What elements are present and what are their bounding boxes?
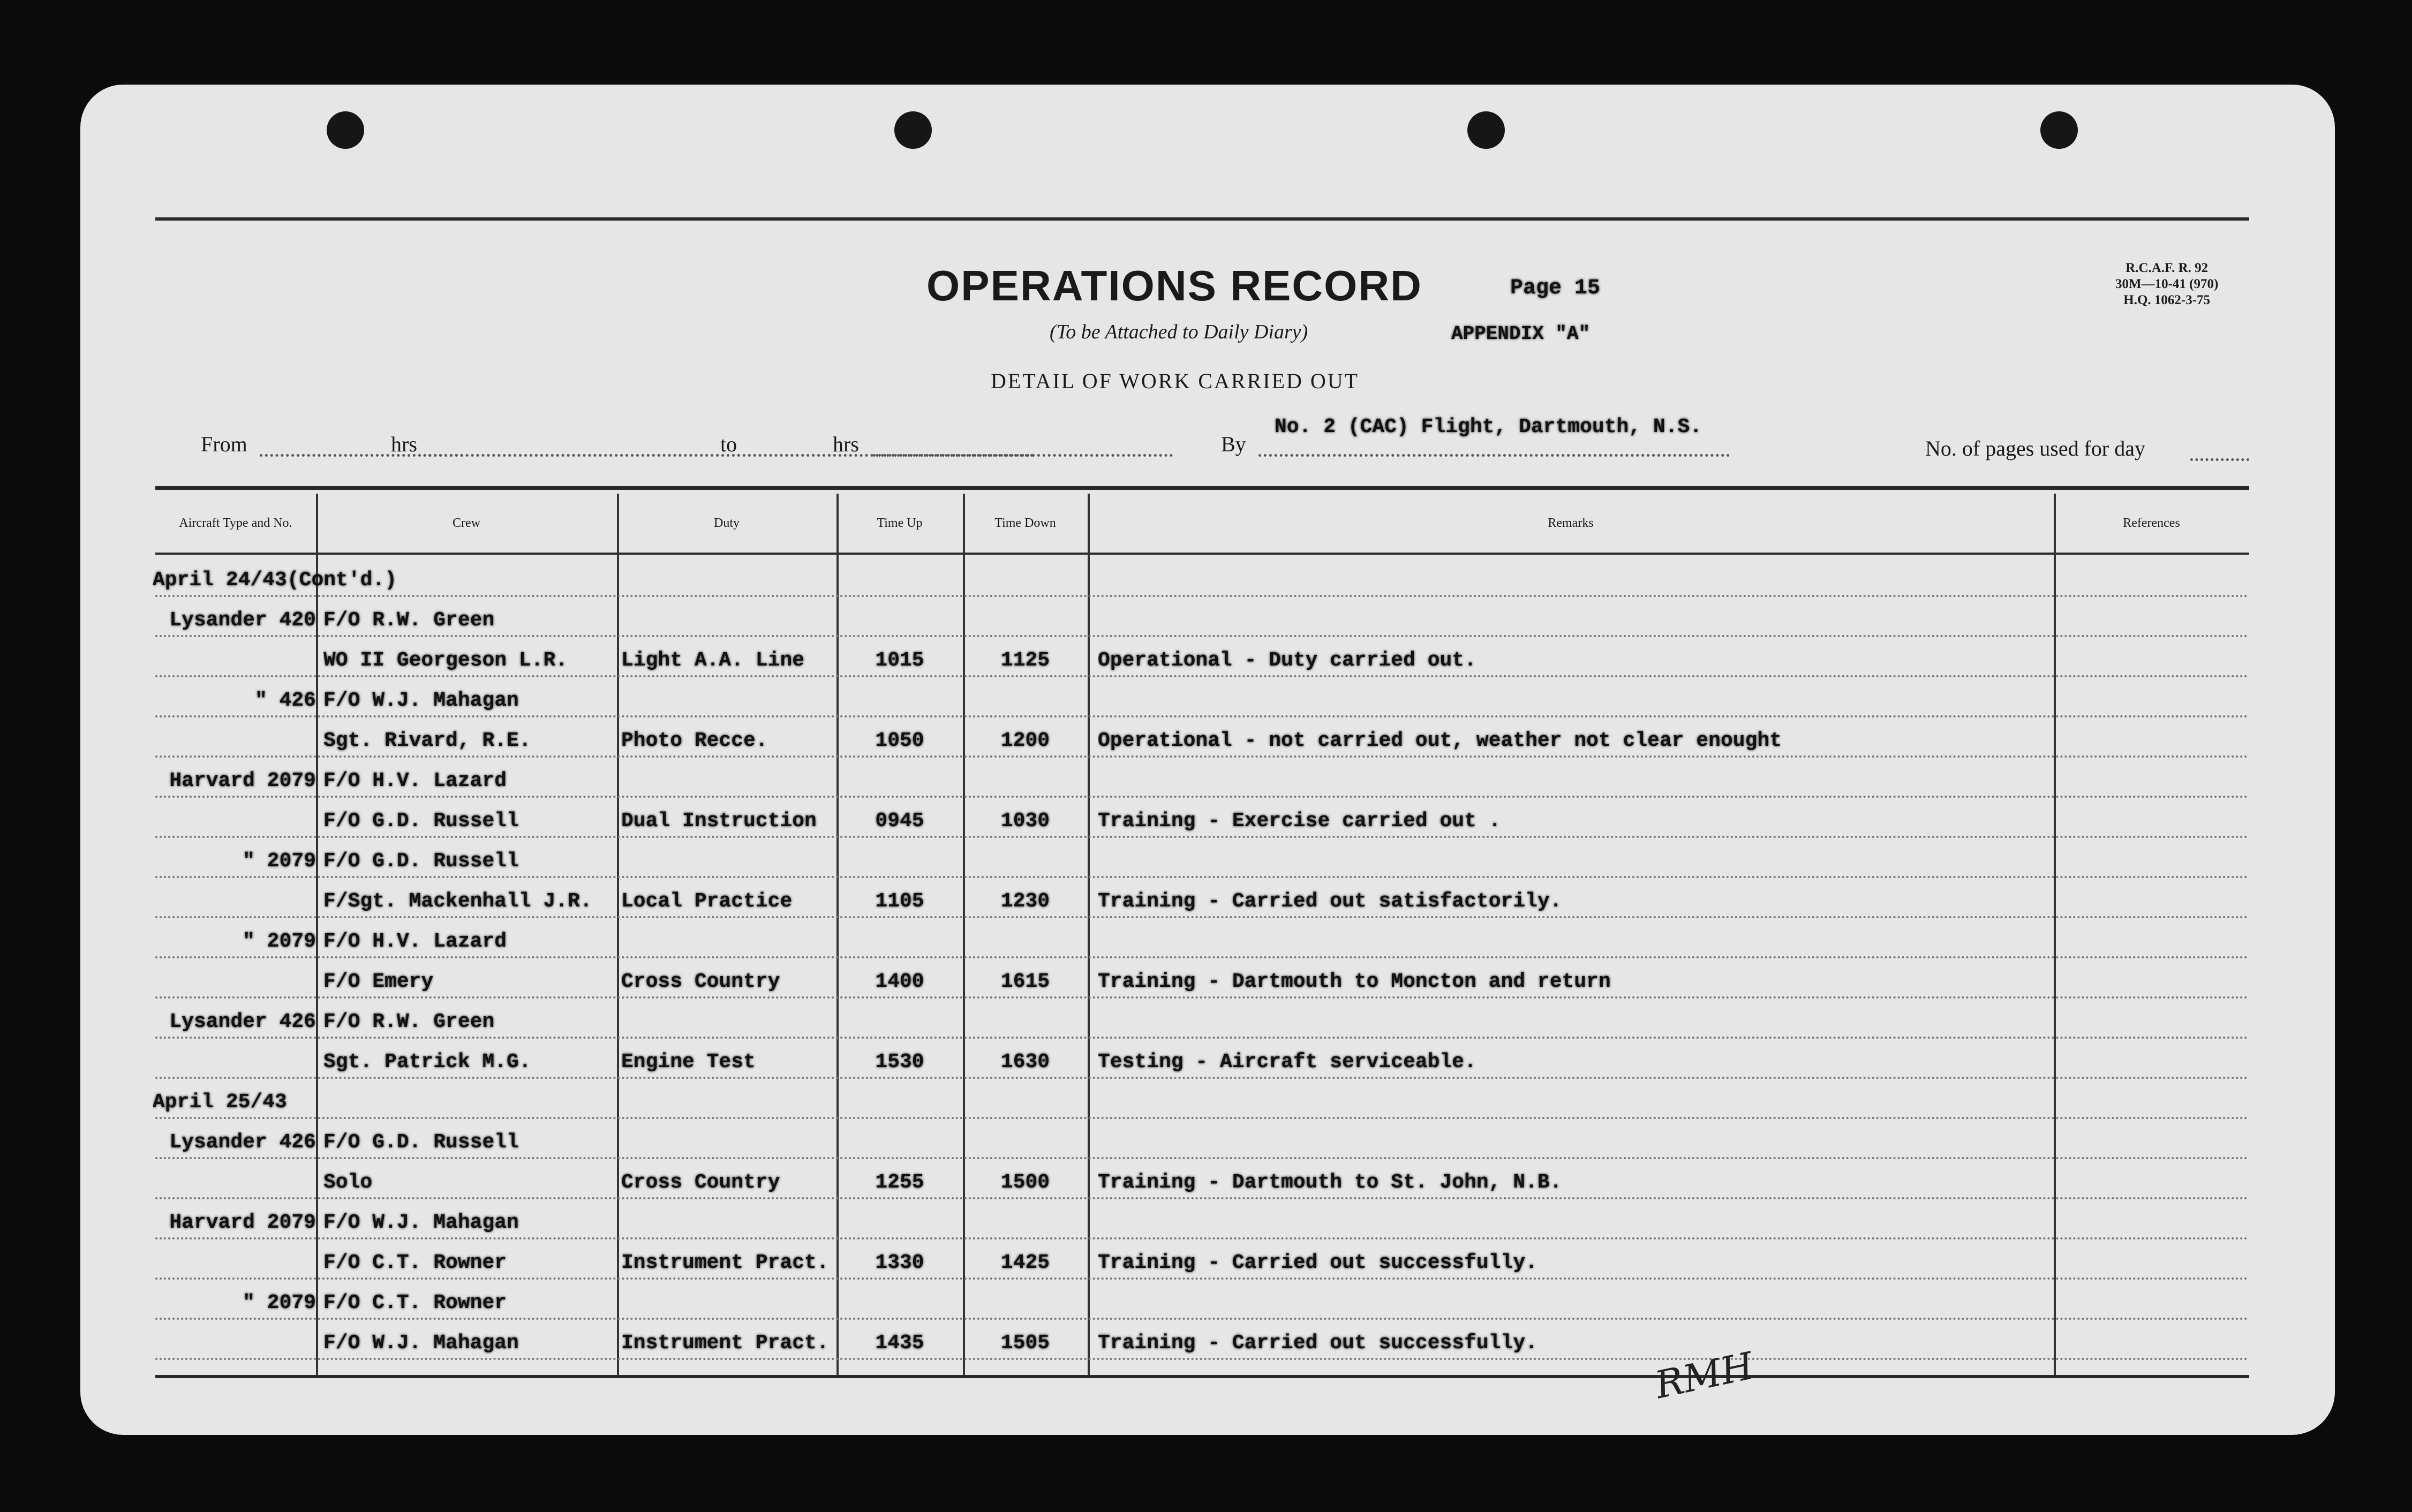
table-row <box>155 1280 2249 1320</box>
cell-remarks: Operational - not carried out, weather not clear enought <box>1098 729 1782 752</box>
form-number: R.C.A.F. R. 92 30M—10-41 (970) H.Q. 1062-3-75 <box>2115 261 2219 307</box>
punch-hole <box>1467 111 1505 149</box>
from-label: From <box>201 432 247 456</box>
table-row <box>155 878 2249 918</box>
form-title: OPERATIONS RECORD <box>926 262 1422 309</box>
header-crew: Crew <box>453 516 480 530</box>
cell-duty: Engine Test <box>621 1050 756 1073</box>
detail-heading: DETAIL OF WORK CARRIED OUT <box>991 369 1360 393</box>
signature: RMH <box>1651 1343 1758 1408</box>
table-row <box>155 1199 2249 1239</box>
punch-hole <box>2040 111 2078 149</box>
cell-crew: F/O R.W. Green <box>323 609 495 632</box>
top-rule <box>155 217 2249 221</box>
cell-aircraft: " 2079 <box>243 930 316 953</box>
cell-crew: F/O G.D. Russell <box>323 850 519 873</box>
table-row <box>155 999 2249 1039</box>
table-body <box>155 557 2249 1375</box>
table-row <box>155 557 2249 597</box>
cell-crew: F/Sgt. Mackenhall J.R. <box>323 890 592 913</box>
appendix-label: APPENDIX "A" <box>1451 323 1591 345</box>
cell-remarks: Operational - Duty carried out. <box>1098 649 1476 672</box>
record-card <box>80 85 2335 1435</box>
cell-remarks: Training - Carried out successfully. <box>1098 1332 1537 1355</box>
cell-remarks: Testing - Aircraft serviceable. <box>1098 1050 1476 1073</box>
table-row <box>155 1119 2249 1159</box>
cell-crew: F/O Emery <box>323 970 434 993</box>
table-row <box>155 1079 2249 1119</box>
cell-aircraft: Harvard 2079 <box>169 1211 316 1234</box>
header-remarks: Remarks <box>1548 516 1594 530</box>
cell-duty: Photo Recce. <box>621 729 768 752</box>
cell-time-up: 1435 <box>875 1332 924 1355</box>
table-row <box>155 597 2249 637</box>
cell-crew: F/O W.J. Mahagan <box>323 1211 519 1234</box>
cell-time-up: 1050 <box>875 729 924 752</box>
cell-aircraft: Lysander 426 <box>169 1010 316 1033</box>
cell-aircraft: Lysander 420 <box>169 609 316 632</box>
cell-crew: F/O G.D. Russell <box>323 810 519 833</box>
cell-time-up: 1330 <box>875 1251 924 1274</box>
cell-time-down: 1200 <box>1000 729 1050 752</box>
cell-duty: Instrument Pract. <box>621 1332 829 1355</box>
cell-aircraft: Lysander 426 <box>169 1131 316 1154</box>
table-row <box>155 758 2249 798</box>
cell-crew: F/O H.V. Lazard <box>323 930 507 953</box>
cell-crew: F/O C.T. Rowner <box>323 1251 507 1274</box>
cell-time-down: 1500 <box>1000 1171 1050 1194</box>
cell-time-down: 1230 <box>1000 890 1050 913</box>
cell-remarks: Training - Exercise carried out . <box>1098 810 1501 833</box>
cell-crew: WO II Georgeson L.R. <box>323 649 568 672</box>
cell-aircraft: April 24/43(Cont'd.) <box>153 569 397 592</box>
header-time-down: Time Down <box>994 516 1056 530</box>
cell-time-down: 1615 <box>1000 970 1050 993</box>
table-row <box>155 1239 2249 1280</box>
form-subtitle: (To be Attached to Daily Diary) <box>1050 321 1308 343</box>
by-value: No. 2 (CAC) Flight, Dartmouth, N.S. <box>1275 415 1702 439</box>
cell-aircraft: April 25/43 <box>153 1091 287 1114</box>
cell-time-up: 1255 <box>875 1171 924 1194</box>
cell-duty: Instrument Pract. <box>621 1251 829 1274</box>
cell-duty: Cross Country <box>621 970 780 993</box>
cell-time-down: 1630 <box>1000 1050 1050 1073</box>
punch-hole <box>327 111 364 149</box>
header-references: References <box>2123 516 2180 530</box>
cell-crew: F/O W.J. Mahagan <box>323 689 519 712</box>
cell-aircraft: " 2079 <box>243 1291 316 1314</box>
cell-crew: Sgt. Patrick M.G. <box>323 1050 531 1073</box>
cell-duty: Dual Instruction <box>621 810 817 833</box>
table-top-rule <box>155 486 2249 490</box>
table-row <box>155 717 2249 758</box>
cell-remarks: Training - Dartmouth to Moncton and return <box>1098 970 1611 993</box>
cell-time-up: 1530 <box>875 1050 924 1073</box>
pages-used-label: No. of pages used for day <box>1925 436 2145 460</box>
cell-crew: F/O H.V. Lazard <box>323 769 507 792</box>
cell-aircraft: " 426 <box>254 689 316 712</box>
cell-time-up: 1400 <box>875 970 924 993</box>
table-row <box>155 1159 2249 1199</box>
header-aircraft: Aircraft Type and No. <box>179 516 292 530</box>
table-row <box>155 637 2249 677</box>
table-row <box>155 798 2249 838</box>
cell-time-down: 1505 <box>1000 1332 1050 1355</box>
record-table <box>155 494 2249 1378</box>
cell-crew: Sgt. Rivard, R.E. <box>323 729 531 752</box>
cell-time-up: 1015 <box>875 649 924 672</box>
cell-crew: F/O C.T. Rowner <box>323 1291 507 1314</box>
cell-remarks: Training - Carried out satisfactorily. <box>1098 890 1562 913</box>
hrs-label: hrs <box>391 432 417 456</box>
cell-time-down: 1125 <box>1000 649 1050 672</box>
cell-duty: Light A.A. Line <box>621 649 805 672</box>
table-row <box>155 918 2249 958</box>
punch-hole <box>894 111 932 149</box>
cell-remarks: Training - Dartmouth to St. John, N.B. <box>1098 1171 1562 1194</box>
cell-crew: F/O G.D. Russell <box>323 1131 519 1154</box>
page-reference: Page 15 <box>1510 276 1601 300</box>
cell-time-up: 0945 <box>875 810 924 833</box>
hrs-label-2: hrs <box>833 432 859 456</box>
cell-time-up: 1105 <box>875 890 924 913</box>
by-label: By <box>1221 432 1246 456</box>
table-row <box>155 958 2249 999</box>
cell-aircraft: Harvard 2079 <box>169 769 316 792</box>
to-label: to <box>720 432 737 456</box>
cell-crew: F/O R.W. Green <box>323 1010 495 1033</box>
table-row <box>155 1320 2249 1360</box>
cell-time-down: 1030 <box>1000 810 1050 833</box>
header-time-up: Time Up <box>877 516 923 530</box>
cell-time-down: 1425 <box>1000 1251 1050 1274</box>
table-row <box>155 1039 2249 1079</box>
cell-remarks: Training - Carried out successfully. <box>1098 1251 1537 1274</box>
cell-aircraft: " 2079 <box>243 850 316 873</box>
table-row <box>155 677 2249 717</box>
header-duty: Duty <box>714 516 740 530</box>
cell-crew: Solo <box>323 1171 373 1194</box>
cell-duty: Cross Country <box>621 1171 780 1194</box>
table-row <box>155 838 2249 878</box>
cell-duty: Local Practice <box>621 890 793 913</box>
cell-crew: F/O W.J. Mahagan <box>323 1332 519 1355</box>
